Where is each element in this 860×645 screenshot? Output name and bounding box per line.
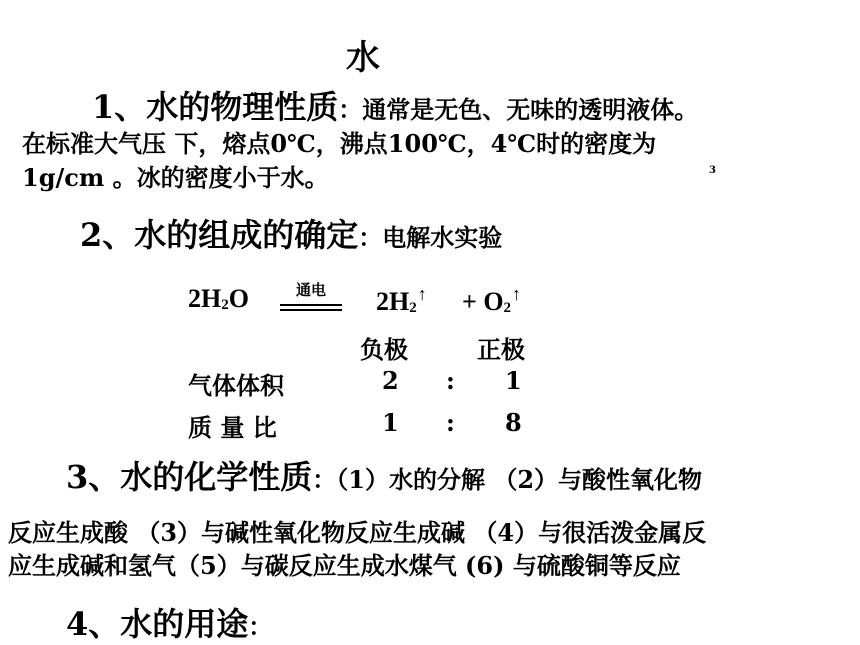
electrode-negative: 负极: [360, 335, 408, 364]
section1-text2: 在标准大气压 下，熔点0℃，沸点100℃，4℃时的密度为: [22, 129, 657, 158]
equation-line-bottom: [280, 309, 342, 311]
section2-heading-line: [80, 210, 502, 256]
section1-text1: 通常是无色、无味的透明液体。: [362, 95, 699, 124]
section4-heading-line: [66, 599, 272, 645]
reactant-tail: O: [228, 284, 249, 313]
row-volume-sep: :: [446, 366, 455, 395]
section2-text: 电解水实验: [382, 223, 503, 252]
section4-colon: ：: [248, 612, 273, 641]
section3-text1: （1）水的分解 （2）与酸性氧化物: [336, 465, 703, 494]
row-volume-right: 1: [505, 366, 522, 395]
row-mass-right: 8: [505, 408, 522, 437]
equation-product1: [376, 284, 427, 317]
section1-colon: ：: [338, 95, 363, 124]
equation-line-top: [280, 304, 342, 306]
section1-heading: 1、水的物理性质: [92, 88, 339, 126]
reactant-coef: 2H: [188, 284, 222, 313]
reactant-sub: 2: [221, 297, 229, 313]
equation-condition: 通电: [295, 281, 326, 299]
section3-heading: 3、水的化学性质: [66, 458, 313, 496]
section4-heading: 4、水的用途: [66, 605, 249, 643]
gas-arrow-icon: ↑: [512, 284, 522, 304]
section2-colon: ：: [358, 223, 383, 252]
section3-text3: 应生成碱和氢气（5）与碳反应生成水煤气 (6) 与硫酸铜等反应: [8, 551, 681, 580]
product1-sub: 2: [409, 300, 417, 316]
row-label-mass: 质 量 比: [188, 413, 277, 442]
gas-arrow-icon: ↑: [417, 284, 427, 304]
section3-colon: ：: [312, 465, 337, 494]
product2-sub: 2: [503, 300, 512, 316]
product2-plus: + O: [462, 287, 504, 316]
page-title: 水: [346, 38, 380, 78]
row-mass-sep: :: [446, 408, 455, 437]
section3-heading-line: [66, 452, 702, 498]
row-label-volume: 气体体积: [188, 371, 284, 400]
electrode-positive: 正极: [477, 335, 525, 364]
product1-coef: 2H: [376, 287, 410, 316]
section1-heading-line: [92, 82, 698, 128]
equation-reactant: [188, 284, 249, 314]
row-volume-left: 2: [382, 366, 399, 395]
equation-product2: [462, 284, 521, 317]
section1-text3: 1g/cm 。冰的密度小于水。: [22, 163, 329, 192]
section1-superscript: 3: [709, 165, 716, 176]
section3-text2: 反应生成酸 （3）与碱性氧化物反应生成碱 （4）与很活泼金属反: [8, 518, 707, 547]
row-mass-left: 1: [382, 408, 399, 437]
section2-heading: 2、水的组成的确定: [80, 216, 359, 254]
